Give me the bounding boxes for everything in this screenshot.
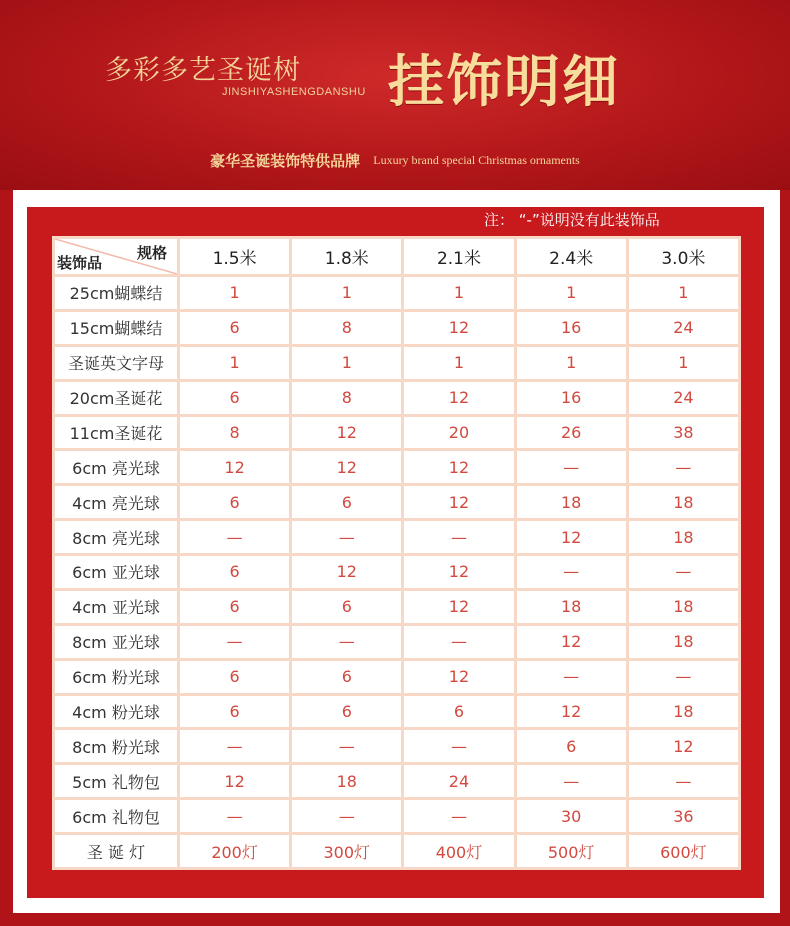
corner-spec-label: 规格 [136, 244, 167, 262]
quantity-cell: 12 [179, 764, 291, 799]
row-label: 11cm圣诞花 [54, 415, 179, 450]
quantity-cell: — [627, 450, 739, 485]
quantity-cell: 18 [627, 624, 739, 659]
quantity-cell: 6 [291, 659, 403, 694]
quantity-cell: 400灯 [403, 834, 515, 869]
quantity-cell: 6 [515, 729, 627, 764]
column-header: 2.4米 [515, 238, 627, 276]
quantity-cell: 12 [403, 310, 515, 345]
quantity-cell: — [403, 799, 515, 834]
quantity-cell: 1 [627, 345, 739, 380]
quantity-cell: 200灯 [179, 834, 291, 869]
quantity-cell: 500灯 [515, 834, 627, 869]
column-header: 2.1米 [403, 238, 515, 276]
note-text: 注： “-”说明没有此装饰品 [484, 211, 660, 229]
quantity-cell: 1 [403, 345, 515, 380]
table-row [54, 589, 740, 624]
quantity-cell: 1 [403, 276, 515, 311]
quantity-cell: 8 [179, 415, 291, 450]
row-label: 20cm圣诞花 [54, 380, 179, 415]
table-row [54, 659, 740, 694]
quantity-cell: — [403, 624, 515, 659]
quantity-cell: 36 [627, 799, 739, 834]
page-title: 挂饰明细 [388, 50, 620, 115]
quantity-cell: 600灯 [627, 834, 739, 869]
quantity-cell: 18 [291, 764, 403, 799]
quantity-cell: — [291, 729, 403, 764]
quantity-cell: 18 [515, 485, 627, 520]
table-header-row [54, 238, 740, 276]
quantity-cell: 6 [179, 589, 291, 624]
quantity-cell: 18 [627, 589, 739, 624]
quantity-cell: 12 [179, 450, 291, 485]
table-row [54, 310, 740, 345]
table-row [54, 555, 740, 590]
corner-item-label: 装饰品 [57, 254, 103, 272]
quantity-cell: — [179, 624, 291, 659]
row-label: 4cm 粉光球 [54, 694, 179, 729]
quantity-cell: — [627, 659, 739, 694]
quantity-cell: 6 [179, 380, 291, 415]
table-row [54, 415, 740, 450]
row-label: 圣诞英文字母 [54, 345, 179, 380]
table-body [54, 276, 740, 869]
quantity-cell: 1 [515, 345, 627, 380]
quantity-cell: 12 [627, 729, 739, 764]
quantity-cell: 1 [179, 345, 291, 380]
quantity-cell: 12 [403, 555, 515, 590]
quantity-cell: 12 [515, 694, 627, 729]
quantity-cell: 12 [403, 450, 515, 485]
quantity-cell: 6 [179, 694, 291, 729]
row-label: 8cm 亮光球 [54, 520, 179, 555]
row-label: 5cm 礼物包 [54, 764, 179, 799]
quantity-cell: 1 [627, 276, 739, 311]
sub-title: 多彩多艺圣诞树 [105, 55, 301, 86]
quantity-cell: 12 [291, 415, 403, 450]
row-label: 4cm 亚光球 [54, 589, 179, 624]
quantity-cell: 6 [403, 694, 515, 729]
column-header: 1.5米 [179, 238, 291, 276]
quantity-cell: — [515, 764, 627, 799]
column-header: 3.0米 [627, 238, 739, 276]
quantity-cell: 16 [515, 380, 627, 415]
quantity-cell: 8 [291, 380, 403, 415]
table-row [54, 520, 740, 555]
quantity-cell: 6 [179, 485, 291, 520]
quantity-cell: 24 [403, 764, 515, 799]
quantity-cell: — [403, 729, 515, 764]
row-label: 6cm 亚光球 [54, 555, 179, 590]
quantity-cell: 20 [403, 415, 515, 450]
row-label: 6cm 礼物包 [54, 799, 179, 834]
quantity-cell: — [515, 659, 627, 694]
quantity-cell: — [627, 764, 739, 799]
quantity-cell: 1 [291, 276, 403, 311]
quantity-cell: 26 [515, 415, 627, 450]
quantity-cell: 1 [179, 276, 291, 311]
table-row [54, 834, 740, 869]
quantity-cell: 12 [403, 659, 515, 694]
table-row [54, 624, 740, 659]
table-row [54, 380, 740, 415]
quantity-cell: 12 [403, 380, 515, 415]
quantity-cell: — [403, 520, 515, 555]
quantity-cell: 12 [291, 450, 403, 485]
quantity-cell: — [515, 555, 627, 590]
row-label: 8cm 亚光球 [54, 624, 179, 659]
table-row [54, 694, 740, 729]
row-label: 15cm蝴蝶结 [54, 310, 179, 345]
quantity-cell: 38 [627, 415, 739, 450]
quantity-cell: 6 [291, 694, 403, 729]
row-label: 6cm 亮光球 [54, 450, 179, 485]
row-label: 6cm 粉光球 [54, 659, 179, 694]
table-row [54, 450, 740, 485]
quantity-cell: 12 [515, 520, 627, 555]
quantity-cell: 6 [291, 485, 403, 520]
quantity-cell: 24 [627, 310, 739, 345]
table-row [54, 345, 740, 380]
quantity-cell: 12 [403, 485, 515, 520]
quantity-cell: — [291, 624, 403, 659]
row-label: 4cm 亮光球 [54, 485, 179, 520]
table-row [54, 799, 740, 834]
row-label: 8cm 粉光球 [54, 729, 179, 764]
quantity-cell: — [179, 799, 291, 834]
quantity-cell: 1 [291, 345, 403, 380]
table-row [54, 276, 740, 311]
table-row [54, 764, 740, 799]
brand-english: Luxury brand special Christmas ornaments [373, 153, 580, 167]
quantity-cell: — [291, 520, 403, 555]
quantity-cell: 12 [403, 589, 515, 624]
header-banner [0, 0, 790, 190]
quantity-cell: — [627, 555, 739, 590]
quantity-cell: 30 [515, 799, 627, 834]
row-label: 圣 诞 灯 [54, 834, 179, 869]
quantity-cell: — [179, 729, 291, 764]
ornament-table [52, 236, 741, 870]
corner-cell [54, 238, 179, 276]
table-row [54, 485, 740, 520]
quantity-cell: 8 [291, 310, 403, 345]
quantity-cell: 300灯 [291, 834, 403, 869]
brand-line [0, 150, 790, 171]
quantity-cell: 6 [179, 659, 291, 694]
quantity-cell: — [515, 450, 627, 485]
quantity-cell: 6 [291, 589, 403, 624]
pinyin-subtitle: JINSHIYASHENGDANSHU [222, 86, 366, 98]
quantity-cell: 12 [291, 555, 403, 590]
quantity-cell: 16 [515, 310, 627, 345]
quantity-cell: 6 [179, 555, 291, 590]
quantity-cell: 18 [515, 589, 627, 624]
quantity-cell: 18 [627, 694, 739, 729]
column-header: 1.8米 [291, 238, 403, 276]
brand-chinese: 豪华圣诞装饰特供品牌 [210, 152, 361, 170]
table-row [54, 729, 740, 764]
quantity-cell: 12 [515, 624, 627, 659]
quantity-cell: 18 [627, 520, 739, 555]
quantity-cell: — [179, 520, 291, 555]
quantity-cell: 6 [179, 310, 291, 345]
quantity-cell: 1 [515, 276, 627, 311]
quantity-cell: 24 [627, 380, 739, 415]
quantity-cell: 18 [627, 485, 739, 520]
row-label: 25cm蝴蝶结 [54, 276, 179, 311]
quantity-cell: — [291, 799, 403, 834]
